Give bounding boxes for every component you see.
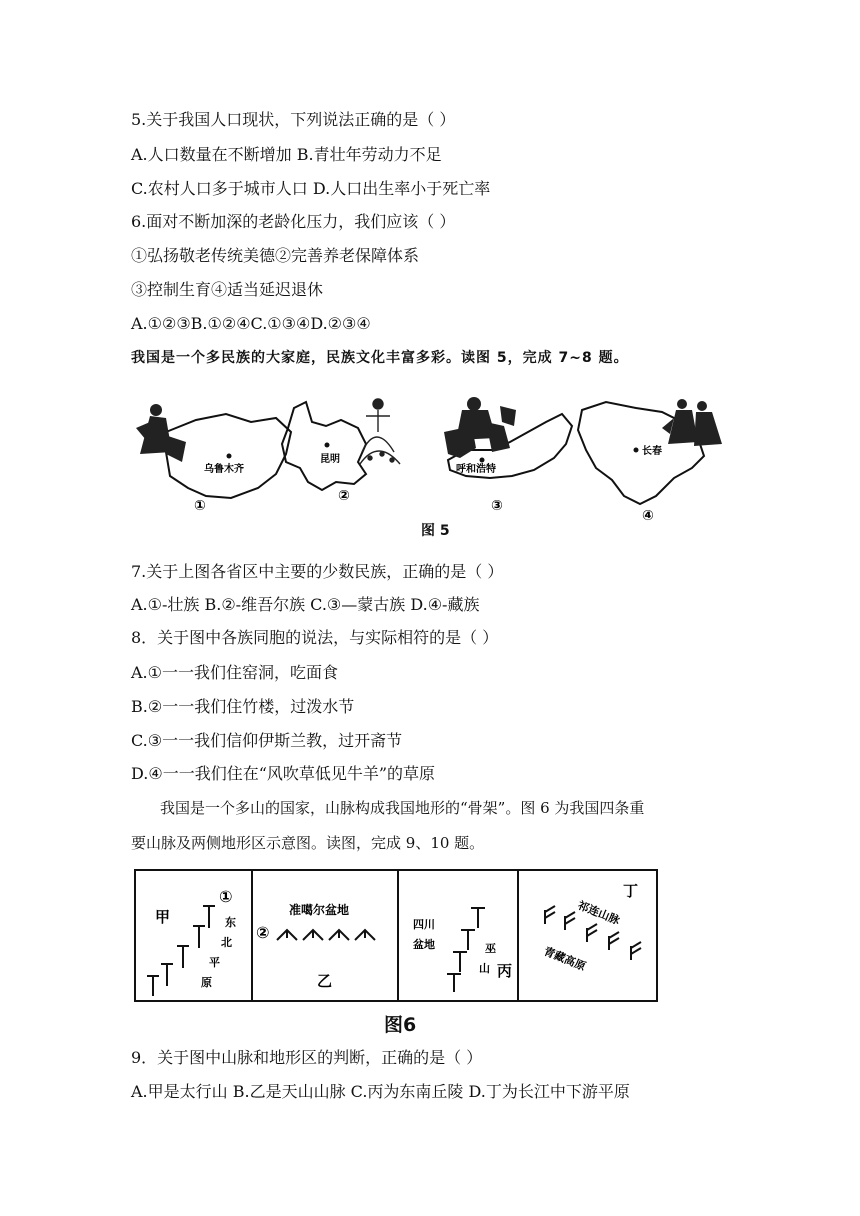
region-char-1: 东 — [225, 916, 236, 929]
q8-option-b: B.②一一我们住竹楼，过泼水节 — [131, 697, 355, 716]
map-1-city: 乌鲁木齐 — [204, 464, 244, 475]
intro-q7-8: 我国是一个多民族的大家庭，民族文化丰富多彩。读图 5，完成 7~8 题。 — [131, 350, 629, 366]
label-junggar: 准噶尔盆地 — [289, 903, 350, 917]
map-3-city: 呼和浩特 — [456, 464, 496, 475]
panel-4-qilian — [542, 882, 641, 973]
q8-option-c: C.③一一我们信仰伊斯兰教，过开斋节 — [131, 731, 403, 750]
q7-options: A.①-壮族 B.②-维吾尔族 C.③—蒙古族 D.④-藏族 — [131, 595, 480, 614]
panel-3-wushan — [413, 908, 512, 992]
label-basin: 盆地 — [413, 938, 435, 951]
map-1-xinjiang — [136, 404, 291, 514]
wushan-char-1: 巫 — [485, 942, 496, 955]
intro-q9-10-line1: 我国是一个多山的国家，山脉构成我国地形的“骨架”。图 6 为我国四条重 — [160, 799, 645, 817]
q6-options: A.①②③B.①②④C.①③④D.②③④ — [131, 314, 371, 333]
q6-statements-2: ③控制生育④适当延迟退休 — [131, 280, 324, 299]
q7-stem: 7.关于上图各省区中主要的少数民族，正确的是（ ） — [131, 562, 504, 581]
q8-option-d: D.④一一我们住在“风吹草低见牛羊”的草原 — [131, 764, 436, 783]
label-ding: 丁 — [623, 882, 639, 900]
label-qilian: 祁连山脉 — [575, 898, 622, 928]
label-sichuan: 四川 — [413, 918, 435, 931]
mountain-number-2: ② — [256, 923, 270, 942]
dancers-figure-4 — [662, 399, 722, 446]
q6-statements-1: ①弘扬敬老传统美德②完善养老保障体系 — [131, 246, 420, 265]
region-char-4: 原 — [201, 976, 212, 989]
label-bing: 丙 — [497, 962, 513, 980]
label-qingzang: 青藏高原 — [541, 944, 588, 974]
horse-rider-figure — [444, 397, 516, 458]
q5-options-cd: C.农村人口多于城市人口 D.人口出生率小于死亡率 — [131, 179, 491, 198]
dancer-figure-1 — [136, 404, 186, 462]
map-1-number: ① — [194, 498, 206, 514]
q9-stem: 9．关于图中山脉和地形区的判断，正确的是（ ） — [131, 1048, 483, 1067]
map-4-number: ④ — [642, 508, 654, 524]
region-char-2: 北 — [221, 936, 232, 949]
map-2-number: ② — [338, 488, 350, 504]
map-3-inner-mongolia — [444, 397, 572, 514]
map-4-city: 长春 — [642, 446, 662, 457]
label-yi: 乙 — [317, 972, 333, 990]
q5-options-ab: A.人口数量在不断增加 B.青壮年劳动力不足 — [131, 145, 442, 164]
q6-stem: 6.面对不断加深的老龄化压力，我们应该（ ） — [131, 212, 456, 231]
panel-2-tianshan — [256, 902, 375, 990]
q5-stem: 5.关于我国人口现状，下列说法正确的是（ ） — [131, 110, 456, 129]
region-char-3: 平 — [209, 956, 220, 969]
map-2-yunnan — [282, 399, 400, 504]
map-4-jilin — [578, 399, 722, 524]
mountain-symbols-3 — [447, 908, 485, 992]
q8-option-a: A.①一一我们住窑洞，吃面食 — [131, 663, 338, 682]
q9-options: A.甲是太行山 B.乙是天山山脉 C.丙为东南丘陵 D.丁为长江中下游平原 — [131, 1082, 630, 1101]
figure-5-caption: 图 5 — [421, 523, 450, 539]
q8-stem: 8．关于图中各族同胞的说法，与实际相符的是（ ） — [131, 628, 499, 647]
map-3-number: ③ — [491, 498, 503, 514]
panel-1-northeast — [147, 887, 236, 996]
label-jia: 甲 — [155, 908, 171, 926]
mountain-symbols-2 — [277, 930, 375, 940]
intro-q9-10-line2: 要山脉及两侧地形区示意图。读图，完成 9、10 题。 — [131, 834, 485, 852]
map-2-city: 昆明 — [320, 454, 340, 465]
peacock-dancer-figure — [360, 399, 400, 464]
wushan-char-2: 山 — [479, 962, 490, 975]
figure-6-caption: 图6 — [384, 1014, 417, 1036]
mountain-number-1: ① — [219, 887, 233, 906]
